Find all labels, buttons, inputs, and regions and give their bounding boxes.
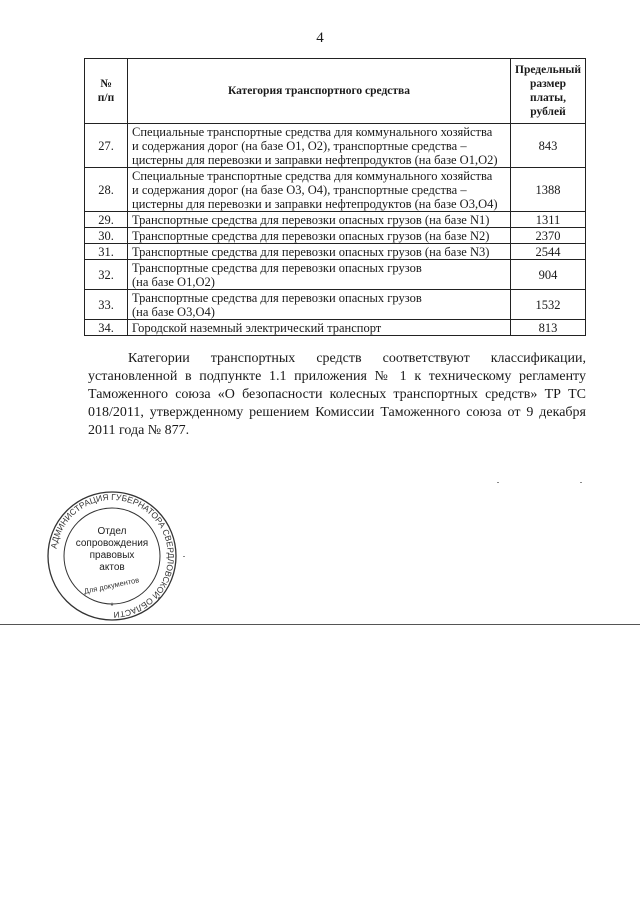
table-row	[85, 228, 586, 244]
row-fee: 843	[511, 124, 586, 168]
scan-speck	[183, 556, 185, 557]
stamp-line-1: Отдел	[97, 526, 127, 537]
header-number: № п/п	[85, 59, 128, 124]
row-category: Транспортные средства для перевозки опасных грузов (на базе N2)	[128, 228, 511, 244]
table-header-row	[85, 59, 586, 124]
scan-speck	[580, 482, 582, 483]
stamp-star-icon: *	[110, 601, 114, 611]
table-row	[85, 168, 586, 212]
row-fee: 1388	[511, 168, 586, 212]
row-number: 32.	[85, 260, 128, 290]
fee-table	[84, 58, 586, 336]
header-fee: Предельный размер платы, рублей	[511, 59, 586, 124]
row-number: 27.	[85, 124, 128, 168]
bottom-divider	[0, 624, 640, 625]
stamp-line-3: правовых	[89, 550, 135, 561]
table-row	[85, 260, 586, 290]
row-number: 33.	[85, 290, 128, 320]
scan-speck	[497, 482, 499, 483]
stamp-line-4: актов	[99, 562, 125, 573]
row-category: Городской наземный электрический транспорт	[128, 320, 511, 336]
row-category: Транспортные средства для перевозки опасных грузов (на базе N1)	[128, 212, 511, 228]
row-fee: 1532	[511, 290, 586, 320]
stamp-ring-text: АДМИНИСТРАЦИЯ ГУБЕРНАТОРА СВЕРДЛОВСКОЙ ОБЛАСТИ	[48, 491, 177, 621]
header-category: Категория транспортного средства	[128, 59, 511, 124]
stamp-line-2: сопровождения	[75, 538, 149, 549]
row-fee: 2544	[511, 244, 586, 260]
row-number: 29.	[85, 212, 128, 228]
row-fee: 2370	[511, 228, 586, 244]
table-row	[85, 320, 586, 336]
row-number: 31.	[85, 244, 128, 260]
row-category: Специальные транспортные средства для коммунального хозяйства и содержания дорог (на базе O3, O4), транспортные средства – цистерны для перевозки и заправки нефтепродуктов (на базе O3,O4)	[128, 168, 511, 212]
row-number: 30.	[85, 228, 128, 244]
row-category: Специальные транспортные средства для коммунального хозяйства и содержания дорог (на базе O1, O2), транспортные средства – цистерны для перевозки и заправки нефтепродуктов (на базе O1,O2)	[128, 124, 511, 168]
row-fee: 813	[511, 320, 586, 336]
page-number: 4	[316, 30, 324, 46]
table-row	[85, 212, 586, 228]
stamp-bottom-text: Для документов	[83, 575, 140, 596]
office-stamp	[44, 488, 180, 624]
row-fee: 1311	[511, 212, 586, 228]
row-category: Транспортные средства для перевозки опасных грузов (на базе N3)	[128, 244, 511, 260]
row-number: 28.	[85, 168, 128, 212]
classification-note: Категории транспортных средств соответствуют классификации, установленной в подпункте 1.1 приложения № 1 к техническому регламенту Таможенного союза «О безопасности колесных транспортных средств» ТР ТС 018/2011, утвержденному решением Комиссии Таможенного союза от 9 декабря 2011 года № 877.	[88, 351, 586, 438]
table-row	[85, 124, 586, 168]
row-fee: 904	[511, 260, 586, 290]
row-number: 34.	[85, 320, 128, 336]
row-category: Транспортные средства для перевозки опасных грузов (на базе O1,O2)	[128, 260, 511, 290]
table-row	[85, 290, 586, 320]
row-category: Транспортные средства для перевозки опасных грузов (на базе O3,O4)	[128, 290, 511, 320]
table-row	[85, 244, 586, 260]
